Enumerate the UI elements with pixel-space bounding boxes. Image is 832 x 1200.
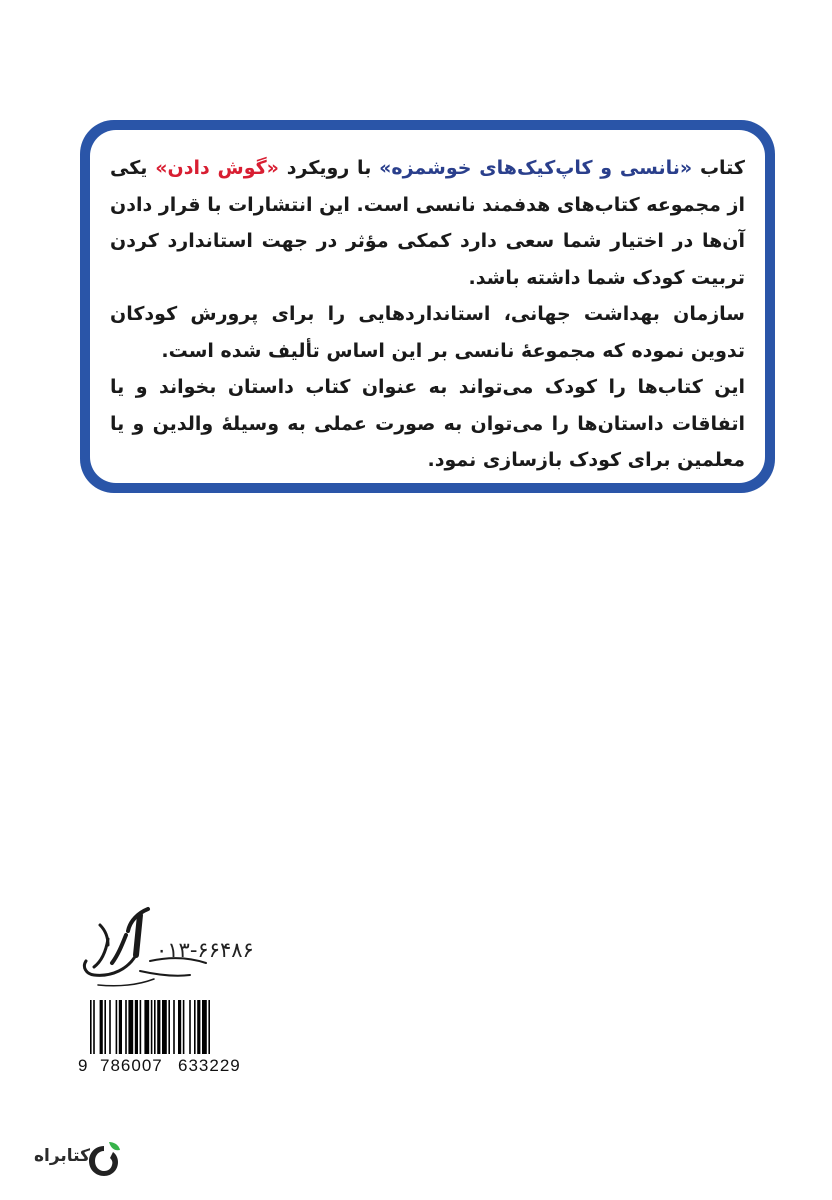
barcode-bars <box>90 1000 250 1062</box>
isbn-group-2: 633229 <box>178 1056 241 1075</box>
approach-label: «گوش دادن» <box>155 157 279 179</box>
watermark <box>28 1140 128 1180</box>
barcode-bar <box>208 1000 210 1054</box>
barcode-bar <box>151 1000 153 1054</box>
isbn-lead: 9 <box>78 1056 88 1075</box>
barcode-bar <box>104 1000 106 1054</box>
series-title: «نانسی و کاپ‌کیک‌های خوشمزه» <box>379 157 693 179</box>
barcode-bar <box>93 1000 95 1054</box>
barcode-bar <box>168 1000 170 1054</box>
barcode-bar <box>140 1000 142 1054</box>
barcode-bar <box>173 1000 175 1054</box>
publisher-phone: ۰۱۳-۶۶۴۸۶ <box>156 938 254 962</box>
barcode-bar <box>183 1000 185 1054</box>
publisher-block <box>78 905 268 995</box>
barcode-bar <box>202 1000 207 1054</box>
barcode-bar <box>90 1000 92 1054</box>
barcode-bar <box>128 1000 133 1054</box>
barcode-bar <box>194 1000 196 1054</box>
barcode-bar <box>189 1000 191 1054</box>
blurb-frame <box>80 120 775 493</box>
paragraph-3: این کتاب‌ها را کودک می‌تواند به عنوان کتاب داستان بخواند و یا اتفاقات داستان‌ها را می‌توان به صورت عملی به وسیلهٔ والدین و یا معلمین برای کودک بازسازی نمود. <box>110 376 745 471</box>
barcode-bar <box>157 1000 160 1054</box>
paragraph-1-rest: یکی از مجموعه کتاب‌های هدفمند نانسی است. این انتشارات با قرار دادن آن‌ها در اختیار شما سعی دارد کمکی مؤثر در جهت استاندارد کردن تربیت کودک شما داشته باشد. <box>110 157 745 289</box>
barcode-bar <box>116 1000 118 1054</box>
intro-middle: با رویکرد <box>278 157 380 179</box>
barcode-bar <box>109 1000 111 1054</box>
barcode-bar <box>119 1000 122 1054</box>
barcode-bar <box>197 1000 200 1054</box>
barcode-bar <box>154 1000 156 1054</box>
paragraph-2: سازمان بهداشت جهانی، استانداردهایی را برای پرورش کودکان تدوین نموده که مجموعهٔ نانسی بر این اساس تألیف شده است. <box>110 303 745 362</box>
barcode-bar <box>135 1000 138 1054</box>
isbn-group-1: 786007 <box>100 1056 163 1075</box>
barcode-bar <box>178 1000 181 1054</box>
leaf-bubble-icon <box>84 1140 124 1180</box>
barcode-bar <box>162 1000 167 1054</box>
barcode-bar <box>125 1000 127 1054</box>
barcode-bar <box>144 1000 149 1054</box>
blurb-panel <box>90 130 765 483</box>
barcode-bar <box>100 1000 103 1054</box>
intro-prefix: کتاب <box>692 157 745 179</box>
barcode-block <box>78 1000 258 1082</box>
watermark-text: کتابراه <box>33 1146 90 1166</box>
blurb-text <box>110 150 745 479</box>
